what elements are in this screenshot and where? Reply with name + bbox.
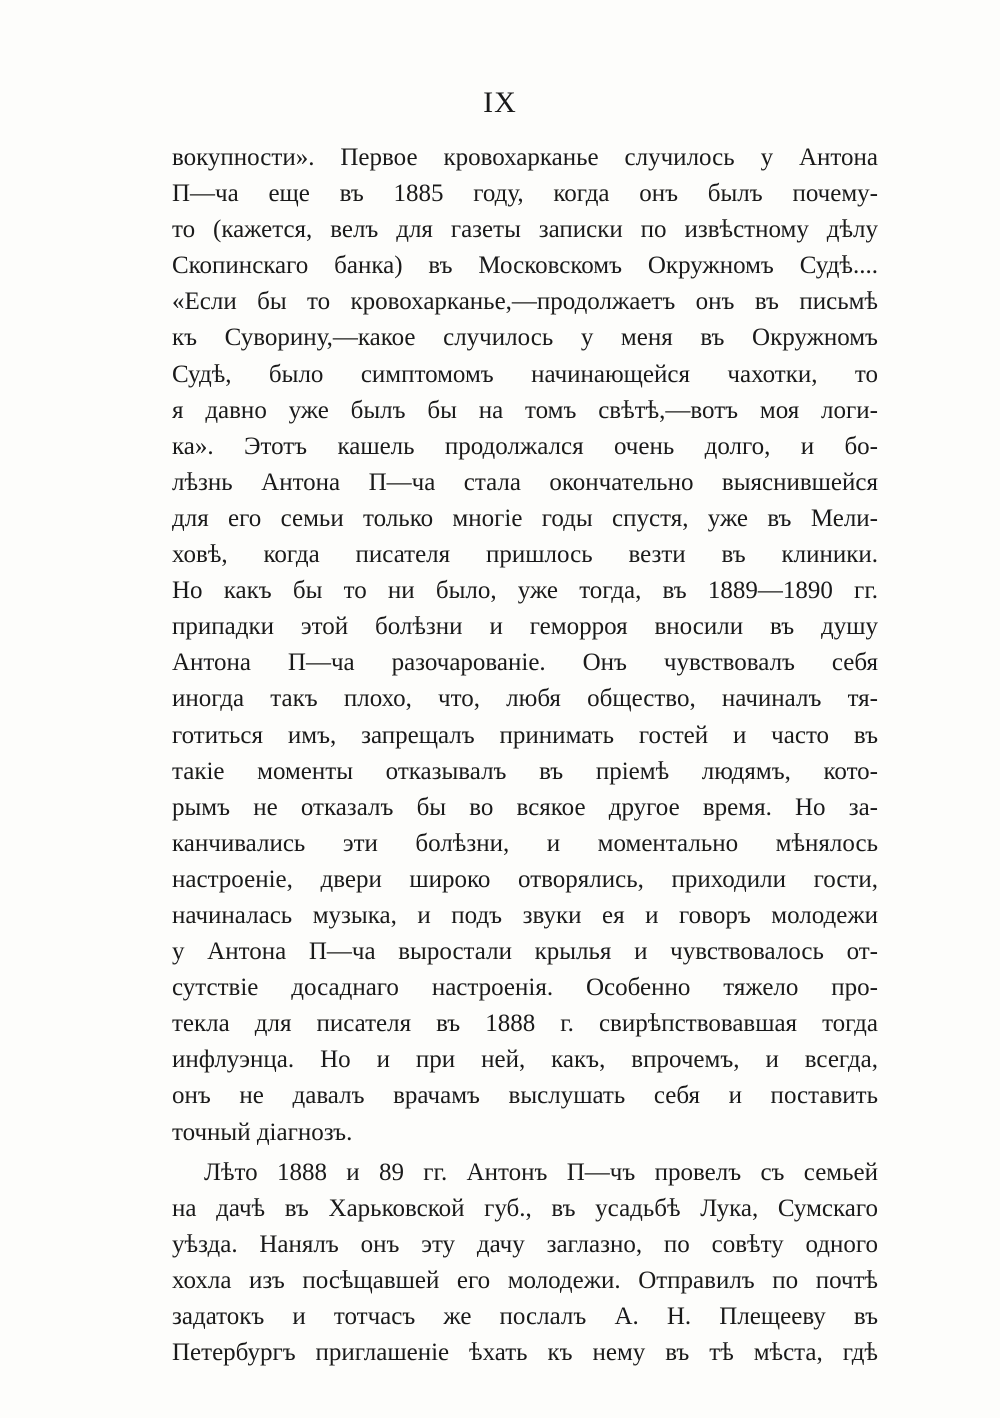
page-number: IX bbox=[483, 86, 517, 119]
text-line: я давно уже былъ бы на томъ свѣтѣ,—вотъ моя логи- bbox=[172, 396, 878, 424]
text-line: припадки этой болѣзни и геморроя вносили въ душу bbox=[172, 613, 878, 641]
text-line: Лѣто 1888 и 89 гг. Антонъ П—чъ провелъ съ семьей bbox=[204, 1158, 878, 1186]
text-line: П—ча еще въ 1885 году, когда онъ былъ почему- bbox=[172, 180, 878, 208]
text-line: «Если бы то кровохарканье,—продолжаетъ онъ въ письмѣ bbox=[172, 288, 878, 316]
paragraph-1 bbox=[172, 140, 878, 1151]
text-line: иногда такъ плохо, что, любя общество, начиналъ тя- bbox=[172, 685, 878, 713]
text-line: канчивались эти болѣзни, и моментально мѣнялось bbox=[172, 829, 878, 857]
body-text bbox=[172, 140, 878, 1371]
text-line: инфлуэнца. Но и при ней, какъ, впрочемъ, и всегда, bbox=[172, 1046, 878, 1074]
text-line: уѣзда. Нанялъ онъ эту дачу заглазно, по совѣту одного bbox=[172, 1230, 878, 1258]
text-line: сутствiе досаднаго настроенiя. Особенно тяжело про- bbox=[172, 974, 878, 1002]
text-line: онъ не давалъ врачамъ выслушать себя и поставить bbox=[172, 1082, 878, 1110]
text-line: ховѣ, когда писателя пришлось везти въ клиники. bbox=[172, 541, 878, 569]
text-line: Антона П—ча разочарованiе. Онъ чувствовалъ себя bbox=[172, 649, 878, 677]
text-line: на дачѣ въ Харьковской губ., въ усадьбѣ Лука, Сумскаго bbox=[172, 1194, 878, 1222]
text-line: готиться имъ, запрещалъ принимать гостей и часто въ bbox=[172, 721, 878, 749]
text-line: Но какъ бы то ни было, уже тогда, въ 1889—1890 гг. bbox=[172, 577, 878, 605]
text-line: для его семьи только многiе годы спустя, уже въ Мели- bbox=[172, 504, 878, 532]
text-line: Судѣ, было симптомомъ начинающейся чахотки, то bbox=[172, 360, 878, 388]
text-line: начиналась музыка, и подъ звуки ея и говоръ молодежи bbox=[172, 901, 878, 929]
text-line: ка». Этотъ кашель продолжался очень долго, и бо- bbox=[172, 432, 878, 460]
text-line: Петербургъ приглашенiе ѣхать къ нему въ тѣ мѣста, гдѣ bbox=[172, 1339, 878, 1367]
text-line: задатокъ и тотчасъ же послалъ А. Н. Плещееву въ bbox=[172, 1303, 878, 1330]
text-line: къ Суворину,—какое случилось у меня въ Окружномъ bbox=[172, 324, 878, 352]
text-line: лѣзнь Антона П—ча стала окончательно выяснившейся bbox=[172, 468, 878, 496]
text-line: хохла изъ посѣщавшей его молодежи. Отправилъ по почтѣ bbox=[172, 1266, 878, 1294]
text-line: то (кажется, велъ для газеты записки по извѣстному дѣлу bbox=[172, 216, 878, 244]
text-line: настроенiе, двери широко отворялись, приходили гости, bbox=[172, 865, 878, 893]
text-line: такiе моменты отказывалъ въ прiемѣ людямъ, кото- bbox=[172, 757, 878, 785]
paragraph-2 bbox=[172, 1155, 878, 1372]
text-line: рымъ не отказалъ бы во всякое другое время. Но за- bbox=[172, 793, 878, 821]
text-line: точный дiагнозъ. bbox=[172, 1118, 353, 1146]
text-line: текла для писателя въ 1888 г. свирѣпствовавшая тогда bbox=[172, 1010, 878, 1038]
text-line: у Антона П—ча выростали крылья и чувствовалось от- bbox=[172, 938, 878, 966]
text-line: Скопинскаго банка) въ Московскомъ Окружномъ Судѣ.... bbox=[172, 252, 878, 280]
text-line: вокупности». Первое кровохарканье случилось у Антона bbox=[172, 144, 878, 171]
